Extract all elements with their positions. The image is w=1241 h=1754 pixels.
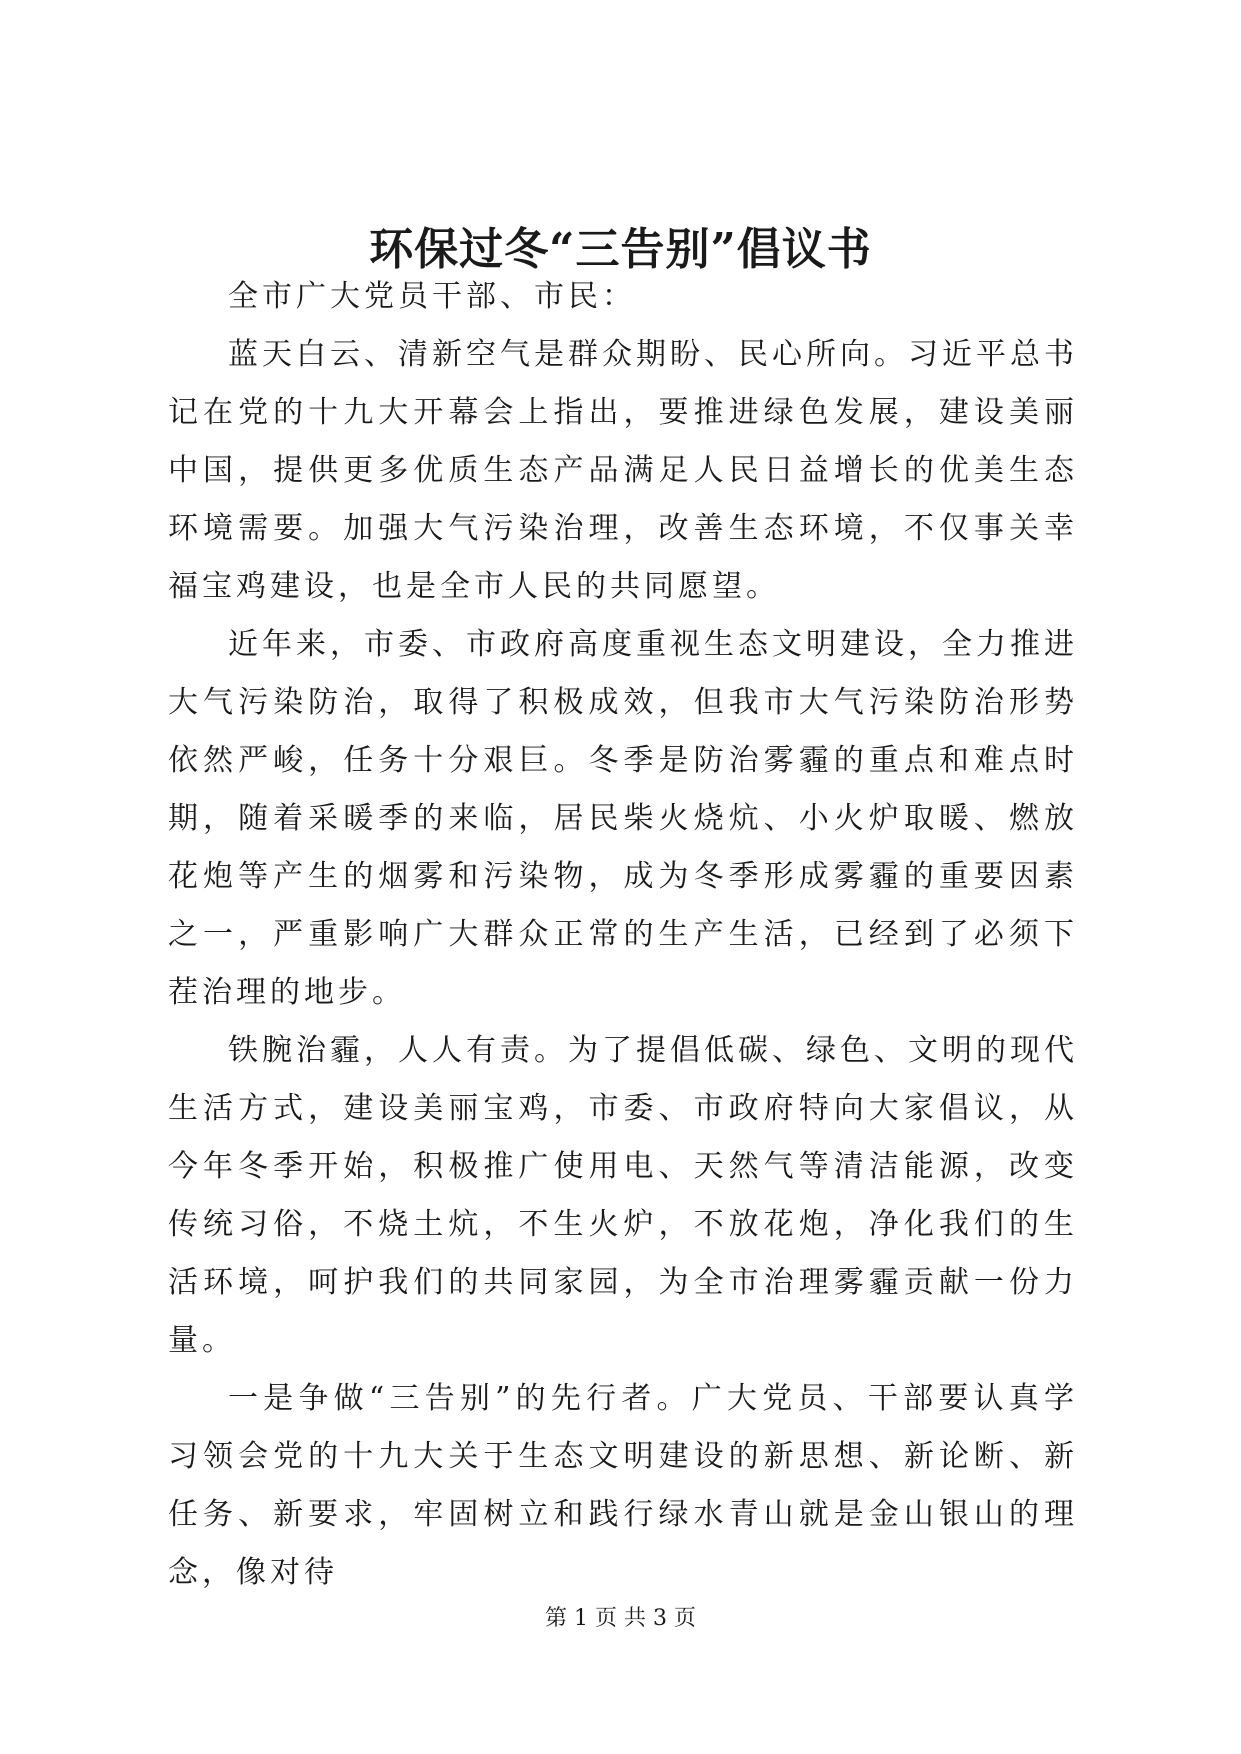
paragraph-3: 铁腕治霾，人人有责。为了提倡低碳、绿色、文明的现代生活方式，建设美丽宝鸡，市委、市政府特向大家倡议，从今年冬季开始，积极推广使用电、天然气等清洁能源，改变传统习俗，不烧土炕，不生火炉，不放花炮，净化我们的生活环境，呵护我们的共同家园，为全市治理雾霾贡献一份力量。 — [168, 1033, 1078, 1358]
paragraph-1: 蓝天白云、清新空气是群众期盼、民心所向。习近平总书记在党的十九大开幕会上指出，要推进绿色发展，建设美丽中国，提供更多优质生态产品满足人民日益增长的优美生态环境需要。加强大气污染治理，改善生态环境，不仅事关幸福宝鸡建设，也是全市人民的共同愿望。 — [168, 337, 1078, 604]
salutation: 全市广大党员干部、市民： — [228, 279, 636, 314]
document-title: 环保过冬“三告别”倡议书 — [369, 224, 872, 275]
document-body — [168, 268, 1078, 1602]
paragraph-4: 一是争做“三告别”的先行者。广大党员、干部要认真学习领会党的十九大关于生态文明建设的新思想、新论断、新任务、新要求，牢固树立和践行绿水青山就是金山银山的理念，像对待 — [168, 1381, 1078, 1590]
paragraph-2: 近年来，市委、市政府高度重视生态文明建设，全力推进大气污染防治，取得了积极成效，但我市大气污染防治形势依然严峻，任务十分艰巨。冬季是防治雾霾的重点和难点时期，随着采暖季的来临，居民柴火烧炕、小火炉取暖、燃放花炮等产生的烟雾和污染物，成为冬季形成雾霾的重要因素之一，严重影响广大群众正常的生产生活，已经到了必须下茬治理的地步。 — [168, 627, 1078, 1010]
page-number-footer: 第 1 页 共 3 页 — [545, 1606, 696, 1631]
